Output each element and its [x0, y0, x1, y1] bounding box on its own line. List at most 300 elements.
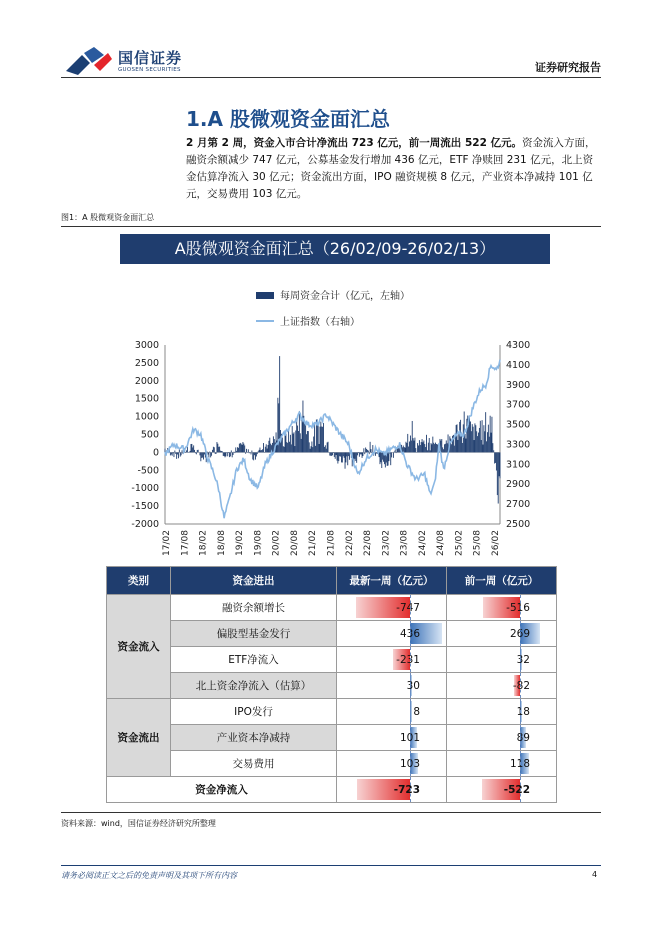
weekly-flow-bar	[444, 444, 445, 452]
latest-cell	[337, 647, 447, 673]
weekly-flow-bar	[300, 433, 301, 452]
weekly-flow-bar	[388, 452, 389, 465]
weekly-flow-bar	[484, 431, 485, 452]
weekly-flow-bar	[171, 452, 172, 454]
weekly-flow-bar	[179, 450, 180, 453]
weekly-flow-bar	[354, 452, 355, 458]
weekly-flow-bar	[366, 449, 367, 452]
weekly-flow-bar	[459, 422, 460, 453]
weekly-flow-bar	[322, 427, 323, 453]
prev-cell	[447, 673, 557, 699]
weekly-flow-bar	[191, 444, 192, 452]
weekly-flow-bar	[190, 451, 191, 453]
data-bar-axis	[410, 621, 412, 646]
prev-value: -82	[512, 679, 530, 692]
data-bar-axis	[410, 699, 412, 724]
weekly-flow-bar	[498, 452, 499, 503]
weekly-flow-bar	[331, 452, 332, 455]
weekly-flow-bar	[376, 452, 377, 453]
prev-cell	[447, 699, 557, 725]
weekly-flow-bar	[489, 437, 490, 453]
weekly-flow-bar	[259, 448, 260, 453]
weekly-flow-bar	[358, 452, 359, 453]
weekly-flow-bar	[255, 452, 256, 459]
data-bar-axis	[410, 647, 412, 672]
category-outflow: 资金流出	[107, 699, 171, 777]
weekly-flow-bar	[413, 438, 414, 452]
data-bar-axis	[410, 777, 412, 802]
weekly-flow-bar	[242, 445, 243, 452]
data-bar-axis	[520, 673, 522, 698]
weekly-flow-bar	[465, 434, 466, 453]
weekly-flow-bar	[225, 452, 226, 457]
x-axis-tick-label: 25/02	[454, 530, 465, 556]
weekly-flow-bar	[266, 444, 267, 452]
weekly-flow-bar	[296, 418, 297, 452]
weekly-flow-bar	[221, 451, 222, 452]
weekly-flow-bar	[381, 452, 382, 468]
weekly-flow-bar	[395, 450, 396, 453]
weekly-flow-bar	[344, 452, 345, 457]
weekly-flow-bar	[450, 438, 451, 452]
weekly-flow-bar	[491, 417, 492, 453]
weekly-flow-bar	[176, 452, 177, 458]
weekly-flow-bar	[210, 452, 211, 457]
weekly-flow-bar	[311, 441, 312, 452]
weekly-flow-bar	[486, 441, 487, 452]
x-axis-tick-label: 26/02	[491, 530, 501, 556]
flow-table	[106, 566, 557, 803]
data-bar-axis	[520, 699, 522, 724]
weekly-flow-bar	[454, 446, 455, 453]
total-label: 资金净流入	[107, 777, 337, 803]
data-bar-axis	[410, 725, 412, 750]
weekly-flow-bar	[456, 425, 457, 452]
weekly-flow-bar	[463, 424, 464, 452]
weekly-flow-bar	[326, 449, 327, 453]
weekly-flow-bar	[337, 452, 338, 460]
row-item: 交易费用	[171, 751, 337, 777]
weekly-flow-bar	[369, 452, 370, 454]
left-axis-tick-label: 0	[152, 447, 159, 459]
weekly-flow-bar	[481, 440, 482, 452]
weekly-flow-bar	[409, 442, 410, 453]
left-axis-tick-label: 3000	[134, 340, 159, 351]
weekly-flow-bar	[174, 451, 175, 453]
legend-bar-swatch	[256, 292, 274, 299]
left-axis-tick-label: 1500	[134, 393, 159, 405]
data-bar-axis	[520, 621, 522, 646]
weekly-flow-bar	[426, 435, 427, 453]
weekly-flow-bar	[173, 452, 174, 453]
weekly-flow-bar	[209, 452, 210, 453]
weekly-flow-bar	[343, 452, 344, 456]
weekly-flow-bar	[175, 452, 176, 454]
prev-value: 18	[516, 705, 530, 718]
weekly-flow-bar	[368, 451, 369, 453]
weekly-flow-bar	[477, 436, 478, 452]
weekly-flow-bar	[346, 452, 347, 456]
weekly-flow-bar	[390, 452, 391, 465]
source-divider	[61, 812, 601, 813]
weekly-flow-bar	[248, 449, 249, 452]
weekly-flow-bar	[492, 443, 493, 452]
weekly-flow-bar	[172, 452, 173, 455]
prev-value: 32	[516, 653, 530, 666]
weekly-flow-bar	[478, 433, 479, 453]
weekly-flow-bar	[298, 431, 299, 452]
weekly-flow-bar	[480, 421, 481, 453]
weekly-flow-bar	[249, 452, 250, 453]
weekly-flow-bar	[294, 432, 295, 452]
latest-cell	[337, 725, 447, 751]
weekly-flow-bar	[244, 445, 245, 452]
weekly-flow-bar	[433, 443, 434, 453]
weekly-flow-bar	[308, 431, 309, 452]
weekly-flow-bar	[428, 443, 429, 453]
weekly-flow-bar	[265, 447, 266, 453]
weekly-flow-bar	[192, 447, 193, 452]
prev-cell	[447, 725, 557, 751]
weekly-flow-bar	[466, 419, 467, 453]
weekly-flow-bar	[412, 421, 413, 452]
weekly-flow-bar	[345, 452, 346, 462]
weekly-flow-bar	[306, 434, 307, 452]
x-axis-tick-label: 21/08	[326, 530, 337, 556]
prev-cell	[447, 595, 557, 621]
latest-value: 101	[399, 731, 420, 744]
weekly-flow-bar	[299, 411, 300, 452]
weekly-flow-bar	[500, 452, 501, 478]
weekly-flow-bar	[470, 421, 471, 452]
weekly-flow-bar	[256, 452, 257, 456]
weekly-flow-bar	[243, 444, 244, 453]
latest-value: -747	[396, 601, 420, 614]
latest-cell	[337, 595, 447, 621]
weekly-flow-bar	[425, 447, 426, 452]
legend-weekly-flow: 每周资金合计（亿元，左轴）	[280, 291, 410, 302]
data-bar-axis	[410, 595, 412, 620]
weekly-flow-bar	[422, 439, 423, 452]
x-axis-tick-label: 22/08	[363, 530, 374, 556]
weekly-flow-bar	[311, 446, 312, 452]
weekly-flow-bar	[415, 448, 416, 452]
weekly-flow-bar	[496, 452, 497, 470]
x-axis-tick-label: 19/08	[253, 530, 264, 556]
weekly-flow-bar	[252, 452, 253, 459]
weekly-flow-bar	[337, 452, 338, 463]
x-axis-tick-label: 20/08	[289, 530, 300, 556]
weekly-flow-bar	[174, 452, 175, 457]
data-bar-axis	[520, 725, 522, 750]
weekly-flow-bar	[302, 401, 303, 453]
weekly-flow-bar	[356, 452, 357, 462]
weekly-flow-bar	[197, 450, 198, 452]
weekly-flow-bar	[318, 424, 319, 453]
latest-cell	[337, 751, 447, 777]
summary-text: 资金流入方面，融资余额减少 747 亿元，公募基金发行增加 436 亿元，ETF 净赎回 231 亿元，北上资金估算净流入 30 亿元；资金流出方面，IPO 融资规模 8 亿元，产业资本净减持 101 亿元，交易费用 103 亿元。	[186, 137, 596, 200]
weekly-flow-bar	[323, 423, 324, 452]
weekly-flow-bar	[407, 434, 408, 452]
right-axis-tick-label: 3900	[506, 379, 531, 391]
left-axis-tick-label: -1000	[131, 483, 159, 495]
weekly-flow-bar	[285, 434, 286, 453]
weekly-flow-bar	[474, 423, 475, 452]
weekly-flow-bar	[499, 452, 500, 476]
weekly-flow-bar	[458, 433, 459, 452]
left-axis-tick-label: -500	[137, 465, 159, 477]
weekly-flow-bar	[324, 447, 325, 453]
weekly-flow-bar	[431, 443, 432, 452]
header-divider	[61, 77, 601, 78]
weekly-flow-bar	[235, 447, 236, 452]
latest-value: -231	[396, 653, 420, 666]
weekly-flow-bar	[435, 443, 436, 453]
prev-cell	[447, 621, 557, 647]
data-bar-axis	[520, 647, 522, 672]
weekly-flow-bar	[394, 451, 395, 452]
weekly-flow-bar	[380, 452, 381, 464]
weekly-flow-bar	[222, 451, 223, 452]
weekly-flow-bar	[469, 418, 470, 453]
weekly-flow-bar	[263, 443, 264, 452]
weekly-flow-bar	[370, 442, 371, 453]
source-note: 资料来源：wind，国信证券经济研究所整理	[61, 819, 216, 828]
weekly-flow-bar	[446, 440, 447, 452]
weekly-flow-bar	[237, 447, 238, 452]
weekly-flow-bar	[479, 428, 480, 452]
weekly-flow-bar	[177, 452, 178, 454]
prev-total-value: -522	[503, 783, 530, 796]
prev-value: 269	[509, 627, 530, 640]
weekly-flow-bar	[406, 443, 407, 452]
row-item: ETF净流入	[171, 647, 337, 673]
weekly-flow-bar	[189, 452, 190, 453]
weekly-flow-bar	[310, 449, 311, 453]
table-header: 最新一周（亿元）	[337, 567, 447, 595]
weekly-flow-bar	[315, 446, 316, 453]
weekly-flow-bar	[393, 452, 394, 457]
weekly-flow-bar	[441, 439, 442, 452]
weekly-flow-bar	[234, 452, 235, 453]
weekly-flow-bar	[414, 438, 415, 453]
weekly-flow-bar	[380, 452, 381, 462]
weekly-flow-bar	[417, 443, 418, 452]
weekly-flow-bar	[292, 426, 293, 452]
right-axis-tick-label: 3700	[506, 399, 531, 411]
section-title: 1.A 股微观资金面汇总	[186, 107, 390, 131]
weekly-flow-bar	[215, 452, 216, 453]
weekly-flow-bar	[342, 452, 343, 462]
weekly-flow-bar	[406, 442, 407, 453]
row-item: IPO发行	[171, 699, 337, 725]
weekly-flow-bar	[357, 452, 358, 455]
weekly-flow-bar	[495, 452, 496, 463]
weekly-flow-bar	[396, 452, 397, 453]
weekly-flow-bar	[355, 452, 356, 461]
weekly-flow-bar	[497, 452, 498, 495]
figure-label: 图1：A 股微观资金面汇总	[61, 213, 155, 222]
weekly-flow-bar	[483, 425, 484, 452]
weekly-flow-bar	[327, 442, 328, 452]
weekly-flow-bar	[421, 442, 422, 452]
chart-title: A股微观资金面汇总（26/02/09-26/02/13）	[120, 234, 550, 264]
prev-cell	[447, 647, 557, 673]
weekly-flow-bar	[359, 452, 360, 456]
weekly-flow-bar	[482, 420, 483, 452]
weekly-flow-bar	[291, 444, 292, 452]
weekly-flow-bar	[457, 424, 458, 452]
weekly-flow-bar	[339, 452, 340, 456]
weekly-flow-bar	[254, 452, 255, 455]
weekly-flow-bar	[332, 452, 333, 455]
right-axis-tick-label: 4100	[506, 359, 531, 371]
latest-value: 8	[413, 705, 420, 718]
table-header: 前一周（亿元）	[447, 567, 557, 595]
latest-cell	[337, 673, 447, 699]
weekly-flow-bar	[363, 448, 364, 452]
x-axis-tick-label: 17/08	[180, 530, 191, 556]
weekly-flow-bar	[436, 444, 437, 452]
weekly-flow-bar	[258, 451, 259, 452]
weekly-flow-bar	[229, 452, 230, 457]
weekly-flow-bar	[267, 449, 268, 453]
weekly-flow-bar	[445, 444, 446, 453]
x-axis-tick-label: 25/08	[472, 530, 483, 556]
weekly-flow-bar	[305, 424, 306, 452]
x-axis-tick-label: 23/02	[381, 530, 392, 556]
weekly-flow-bar	[272, 443, 273, 452]
weekly-flow-bar	[208, 452, 209, 454]
data-bar-axis	[410, 673, 412, 698]
weekly-flow-bar	[297, 426, 298, 453]
prev-cell	[447, 751, 557, 777]
weekly-flow-bar	[199, 452, 200, 455]
weekly-flow-bar	[319, 444, 320, 452]
x-axis-tick-label: 20/02	[271, 530, 282, 556]
weekly-flow-bar	[182, 450, 183, 452]
weekly-flow-bar	[224, 452, 225, 456]
weekly-flow-bar	[294, 446, 295, 452]
weekly-flow-bar	[345, 452, 346, 468]
weekly-flow-bar	[246, 449, 247, 453]
latest-total-cell	[337, 777, 447, 803]
weekly-flow-bar	[338, 452, 339, 461]
latest-total-value: -723	[393, 783, 420, 796]
disclaimer-note: 请务必阅读正文之后的免责声明及其项下所有内容	[61, 871, 237, 880]
weekly-flow-bar	[335, 452, 336, 458]
weekly-flow-bar	[286, 442, 287, 452]
weekly-flow-bar	[282, 438, 283, 453]
weekly-flow-bar	[466, 439, 467, 453]
weekly-flow-bar	[494, 452, 495, 463]
left-axis-tick-label: -2000	[131, 519, 159, 530]
weekly-flow-bar	[230, 452, 231, 456]
weekly-flow-bar	[312, 447, 313, 452]
weekly-flow-bar	[320, 427, 321, 453]
x-axis-tick-label: 22/02	[344, 530, 355, 556]
weekly-flow-bar	[487, 432, 488, 452]
weekly-flow-bar	[423, 442, 424, 452]
weekly-flow-bar	[485, 412, 486, 452]
weekly-flow-bar	[304, 423, 305, 453]
prev-total-cell	[447, 777, 557, 803]
weekly-flow-bar	[202, 452, 203, 457]
company-name-cn: 国信证券	[118, 49, 183, 67]
weekly-flow-bar	[231, 450, 232, 452]
latest-cell	[337, 699, 447, 725]
table-header: 资金进出	[171, 567, 337, 595]
weekly-flow-bar	[330, 452, 331, 455]
weekly-flow-bar	[320, 422, 321, 453]
weekly-flow-bar	[295, 431, 296, 453]
row-item: 融资余额增长	[171, 595, 337, 621]
weekly-flow-bar	[443, 449, 444, 452]
weekly-flow-bar	[371, 449, 372, 452]
left-axis-tick-label: 2000	[134, 375, 159, 387]
right-axis-tick-label: 4300	[506, 340, 531, 351]
left-axis-tick-label: 2500	[134, 357, 159, 369]
weekly-flow-bar	[180, 452, 181, 456]
weekly-flow-bar	[233, 452, 234, 455]
latest-value: 103	[399, 757, 420, 770]
weekly-flow-bar	[242, 442, 243, 452]
weekly-flow-bar	[427, 450, 428, 452]
weekly-flow-bar	[227, 452, 228, 456]
data-bar-axis	[410, 751, 412, 776]
category-inflow: 资金流入	[107, 595, 171, 699]
weekly-flow-bar	[253, 452, 254, 460]
weekly-flow-bar	[200, 452, 201, 461]
legend-index: 上证指数（右轴）	[280, 317, 360, 328]
right-axis-tick-label: 3500	[506, 419, 531, 431]
left-axis-tick-label: -1500	[131, 501, 159, 513]
x-axis-tick-label: 17/02	[162, 530, 172, 556]
left-axis-tick-label: 500	[140, 429, 159, 441]
right-axis-tick-label: 3300	[506, 439, 531, 451]
weekly-flow-bar	[232, 452, 233, 457]
latest-value: 30	[406, 679, 420, 692]
weekly-flow-bar	[341, 452, 342, 462]
weekly-flow-bar	[201, 452, 202, 457]
left-axis-tick-label: 1000	[134, 411, 159, 423]
weekly-flow-bar	[334, 452, 335, 457]
weekly-flow-bar	[276, 432, 277, 452]
weekly-flow-bar	[411, 441, 412, 453]
weekly-flow-bar	[457, 440, 458, 452]
prev-value: 118	[509, 757, 530, 770]
x-axis-tick-label: 18/08	[216, 530, 227, 556]
x-axis-tick-label: 23/08	[399, 530, 410, 556]
legend-line-swatch	[256, 320, 274, 322]
report-type: 证券研究报告	[535, 61, 601, 74]
weekly-flow-bar	[261, 450, 262, 452]
figure-divider	[61, 226, 601, 227]
weekly-flow-bar	[214, 447, 215, 452]
weekly-flow-bar	[279, 356, 280, 452]
weekly-flow-bar	[372, 445, 373, 452]
latest-value: 436	[399, 627, 420, 640]
weekly-flow-bar	[240, 443, 241, 452]
weekly-flow-bar	[473, 427, 474, 453]
x-axis-tick-label: 24/08	[436, 530, 447, 556]
weekly-flow-bar	[309, 442, 310, 452]
weekly-flow-bar	[195, 452, 196, 453]
weekly-flow-bar	[363, 452, 364, 456]
right-axis-tick-label: 3100	[506, 459, 531, 471]
weekly-flow-bar	[336, 452, 337, 455]
weekly-flow-bar	[420, 445, 421, 452]
